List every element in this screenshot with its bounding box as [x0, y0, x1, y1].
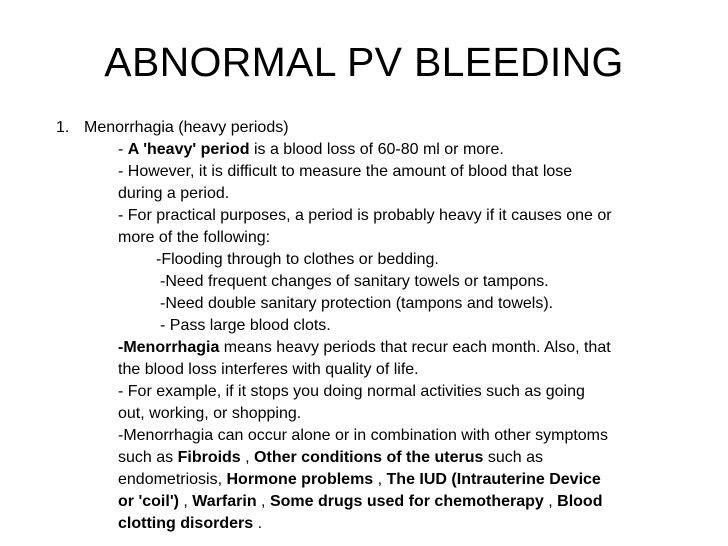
list-number: 1.: [56, 119, 70, 136]
term-chemotherapy-drugs: Some drugs used for chemotherapy: [269, 493, 544, 510]
text-segment: endometriosis,: [118, 471, 227, 488]
text-line: [118, 140, 504, 160]
term-blood: Blood: [557, 493, 603, 510]
text-line: out, working, or shopping.: [118, 405, 302, 422]
term-other-conditions: Other conditions of the uterus: [254, 449, 484, 466]
text-line: the blood loss interferes with quality of life.: [118, 361, 419, 378]
definition: is a blood loss of 60-80 ml or more.: [249, 141, 504, 158]
term-iud-cont: or 'coil'): [118, 493, 179, 510]
separator: ,: [256, 493, 270, 510]
definition: means heavy periods that recur each month. Also, that: [219, 339, 611, 356]
text-line: during a period.: [118, 185, 230, 202]
sub-item: -Need frequent changes of sanitary towels or tampons.: [160, 273, 549, 290]
slide-title: ABNORMAL PV BLEEDING: [104, 39, 624, 85]
text-line: - For practical purposes, a period is probably heavy if it causes one or: [118, 207, 612, 224]
separator: ,: [240, 449, 255, 466]
term-clotting-disorders: clotting disorders: [118, 515, 254, 532]
term-fibroids: Fibroids: [177, 449, 241, 466]
dash: -: [118, 141, 128, 158]
term-hormone-problems: Hormone problems: [226, 471, 374, 488]
text-segment: such as: [118, 449, 178, 466]
term-iud: The IUD (Intrauterine Device: [386, 471, 601, 488]
sub-item: -Need double sanitary protection (tampons and towels).: [160, 295, 554, 312]
sub-item: -Flooding through to clothes or bedding.: [156, 251, 439, 268]
term-menorrhagia: -Menorrhagia: [118, 339, 220, 356]
text-line: [118, 514, 262, 534]
text-segment: such as: [483, 449, 543, 466]
text-line: [118, 470, 601, 490]
sub-item: - Pass large blood clots.: [160, 317, 331, 334]
end-punct: .: [253, 515, 263, 532]
separator: ,: [373, 471, 387, 488]
text-line: [118, 492, 602, 512]
separator: ,: [543, 493, 558, 510]
separator: ,: [178, 493, 193, 510]
text-line: -Menorrhagia can occur alone or in combination with other symptoms: [118, 427, 609, 444]
text-line: [118, 338, 611, 358]
list-heading: Menorrhagia (heavy periods): [84, 119, 289, 136]
text-line: more of the following:: [118, 229, 271, 246]
text-line: - However, it is difficult to measure the amount of blood that lose: [118, 163, 573, 180]
term-warfarin: Warfarin: [192, 493, 257, 510]
term-heavy-period: A 'heavy' period: [127, 141, 250, 158]
text-line: - For example, if it stops you doing normal activities such as going: [118, 383, 585, 400]
text-line: [118, 448, 543, 468]
